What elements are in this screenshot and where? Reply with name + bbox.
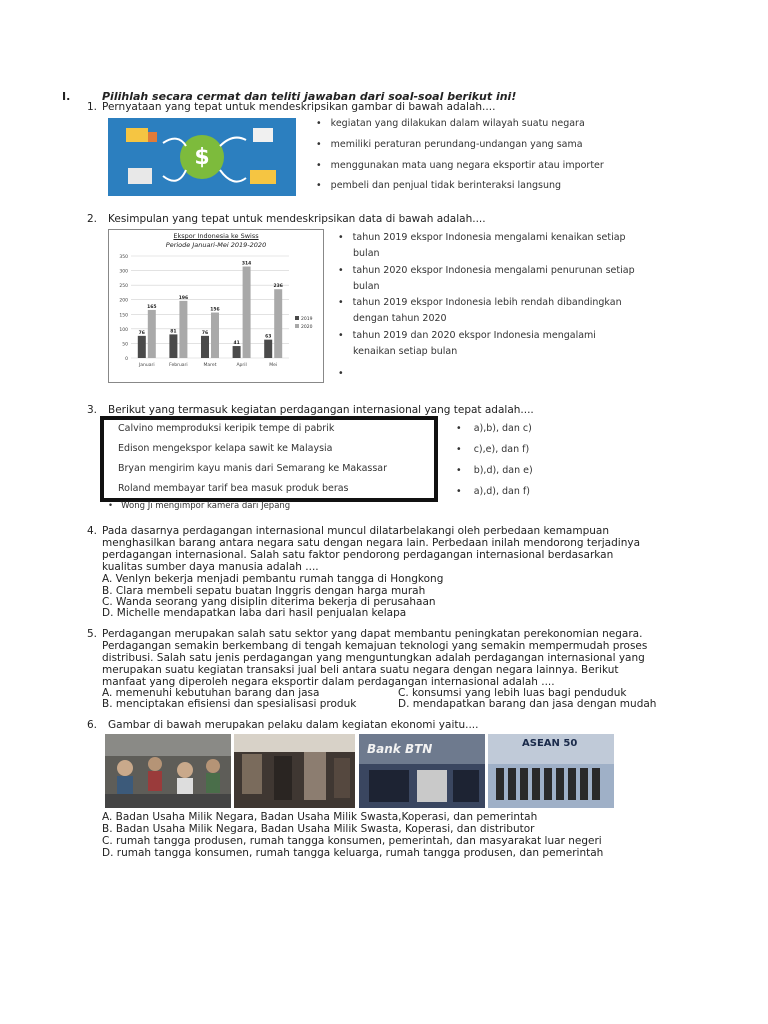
q3-statement-5: • Wong Ji mengimpor kamera dari Jepang <box>108 501 291 511</box>
svg-text:$: $ <box>194 145 210 170</box>
photo-shop-consumers <box>234 734 355 808</box>
q4-line-1: Pada dasarnya perdagangan internasional muncul dilatarbelakangi oleh perbedaan kemampuan <box>102 525 609 537</box>
q3-statement-1: Calvino memproduksi keripik tempe di pabrik <box>118 423 335 434</box>
q6-option-c: C. rumah tangga produsen, rumah tangga konsumen, pemerintah, dan masyarakat luar negeri <box>102 835 602 847</box>
section-number: I. <box>62 90 71 103</box>
q5-option-d: D. mendapatkan barang dan jasa dengan mudah <box>398 698 657 710</box>
q4-line-3: perdagangan internasional. Salah satu faktor pendorong perdagangan internasional berdasarkan <box>102 549 614 561</box>
section-title: Pilihlah secara cermat dan teliti jawaban dari soal-soal berikut ini! <box>102 90 517 103</box>
q5-line-4: merupakan suatu kegiatan transaksi jual beli antara suatu negara dengan negara lainnya. Berikut <box>102 664 619 676</box>
chart-plot <box>109 250 323 380</box>
q4-option-c: C. Wanda seorang yang disiplin diterima bekerja di perusahaan <box>102 596 436 608</box>
chart-xtick-label: April <box>236 363 247 368</box>
q6-option-d: D. rumah tangga konsumen, rumah tangga keluarga, rumah tangga produsen, dan pemerintah <box>102 847 604 859</box>
q6-option-b: B. Badan Usaha Milik Negara, Badan Usaha Milik Swasta, Koperasi, dan distributor <box>102 823 535 835</box>
q3-statement-4: Roland membayar tarif bea masuk produk beras <box>118 483 349 494</box>
chart-ytick-label: 350 <box>119 255 128 260</box>
chart-data-label: 76 <box>201 330 209 336</box>
q4-option-a: A. Venlyn bekerja menjadi pembantu rumah tangga di Hongkong <box>102 573 444 585</box>
chart-ytick-label: 150 <box>119 313 128 319</box>
laptop-icon <box>253 128 273 142</box>
q2-number: 2. <box>87 213 98 225</box>
chart-data-label: 76 <box>138 330 145 336</box>
chart-data-label: 41 <box>233 341 240 347</box>
q2-option-4-line2: kenaikan setiap bulan <box>353 346 458 357</box>
chart-bar-2019 <box>201 336 209 358</box>
chart-legend-swatch <box>295 316 299 320</box>
chart-legend-swatch <box>295 324 299 328</box>
q1-number: 1. <box>87 101 98 113</box>
chart-xtick-label: Januari <box>138 363 155 368</box>
q6-option-a: A. Badan Usaha Milik Negara, Badan Usaha Milik Swasta,Koperasi, dan pemerintah <box>102 811 538 823</box>
q3-text: Berikut yang termasuk kegiatan perdagangan internasional yang tepat adalah.... <box>108 404 534 416</box>
chart-data-label: 196 <box>178 295 189 301</box>
chart-subtitle: Periode Januari-Mei 2019-2020 <box>165 241 267 249</box>
chart-ytick-label: 250 <box>119 284 128 290</box>
q1-option-4: • pembeli dan penjual tidak berinteraksi langsung <box>316 180 562 191</box>
q3-number: 3. <box>87 404 98 416</box>
chart-legend-label: 2019 <box>301 317 313 322</box>
q1-text: Pernyataan yang tepat untuk mendeskripsikan gambar di bawah adalah.... <box>102 101 496 113</box>
q2-option-1-line2: bulan <box>353 248 380 259</box>
truck-icon <box>126 128 148 142</box>
chart-xtick-label: Maret <box>203 363 217 368</box>
ship-icon <box>128 168 152 184</box>
q2-option-3-line2: dengan tahun 2020 <box>353 313 447 324</box>
chart-ytick-label: 100 <box>119 327 128 333</box>
chart-data-label: 63 <box>265 334 272 340</box>
chart-xtick-label: Mei <box>269 363 278 368</box>
q2-option-1-line1: • tahun 2019 ekspor Indonesia mengalami kenaikan setiap <box>338 232 626 243</box>
chart-xtick-label: Februari <box>169 363 188 368</box>
chart-data-label: 236 <box>273 284 283 290</box>
q3-option-3: • b),d), dan e) <box>456 465 533 476</box>
credit-card-icon <box>250 170 276 184</box>
chart-ytick-label: 200 <box>119 298 128 304</box>
photo-factory-workers <box>105 734 231 808</box>
q2-option-4-line1: • tahun 2019 dan 2020 ekspor Indonesia mengalami <box>338 330 596 341</box>
chart-bar-2020 <box>148 310 156 358</box>
export-chart <box>108 229 324 383</box>
q4-option-d: D. Michelle mendapatkan laba dari hasil penjualan kelapa <box>102 607 407 619</box>
q5-line-1: Perdagangan merupakan salah satu sektor yang dapat membantu peningkatan perekonomian negara. <box>102 628 643 640</box>
q5-line-2: Perdagangan semakin berkembang di tengah kemajuan teknologi yang semakin mempermudah proses <box>102 640 648 652</box>
trade-illustration-svg <box>108 118 296 196</box>
q2-extra-bullet: • <box>338 368 344 379</box>
photo-asean-leaders <box>488 734 614 808</box>
chart-data-label: 165 <box>147 304 157 310</box>
q3-statement-3: Bryan mengirim kayu manis dari Semarang ke Makassar <box>118 463 388 474</box>
asean-banner-text: ASEAN 50 <box>522 738 578 749</box>
chart-data-label: 81 <box>170 329 177 335</box>
q6-text: Gambar di bawah merupakan pelaku dalam kegiatan ekonomi yaitu.... <box>108 719 479 731</box>
chart-legend-label: 2020 <box>301 325 313 330</box>
q5-number: 5. <box>87 628 98 640</box>
trade-illustration <box>108 118 296 196</box>
chart-bar-2019 <box>264 340 272 358</box>
q2-option-2-line2: bulan <box>353 281 380 292</box>
q1-option-2: • memiliki peraturan perundang-undangan yang sama <box>316 139 583 150</box>
chart-bar-2019 <box>233 346 241 358</box>
q3-option-2: • c),e), dan f) <box>456 444 530 455</box>
chart-ytick-label: 0 <box>125 357 128 362</box>
q3-statement-2: Edison mengekspor kelapa sawit ke Malaysia <box>118 443 333 454</box>
photo-bank-btn <box>359 734 485 808</box>
q3-option-1: • a),b), dan c) <box>456 423 532 434</box>
q5-line-5: manfaat yang diperoleh negara eksportir dalam perdagangan internasional adalah .... <box>102 676 555 688</box>
chart-title: Ekspor Indonesia ke Swiss <box>173 232 259 240</box>
q5-option-a: A. memenuhi kebutuhan barang dan jasa <box>102 687 320 699</box>
q4-line-2: menghasilkan barang antara negara satu dengan negara lain. Perbedaan inilah mendorong terjadinya <box>102 537 641 549</box>
q5-option-b: B. menciptakan efisiensi dan spesialisasi produk <box>102 698 357 710</box>
q2-option-2-line1: • tahun 2020 ekspor Indonesia mengalami penurunan setiap <box>338 265 635 276</box>
chart-bar-2019 <box>138 336 146 358</box>
chart-ytick-label: 50 <box>122 342 128 348</box>
chart-bar-2020 <box>179 301 187 358</box>
q5-option-c: C. konsumsi yang lebih luas bagi penduduk <box>398 687 627 699</box>
q2-text: Kesimpulan yang tepat untuk mendeskripsikan data di bawah adalah.... <box>108 213 486 225</box>
q1-option-3: • menggunakan mata uang negara eksportir atau importer <box>316 160 604 171</box>
q2-option-3-line1: • tahun 2019 ekspor Indonesia lebih rendah dibandingkan <box>338 297 622 308</box>
chart-bar-2020 <box>211 313 219 358</box>
q5-line-3: distribusi. Salah satu jenis perdagangan yang menguntungkan adalah perdagangan internasional yang <box>102 652 645 664</box>
chart-bar-2019 <box>169 334 177 358</box>
q1-option-1: • kegiatan yang dilakukan dalam wilayah suatu negara <box>316 118 585 129</box>
q4-line-4: kualitas sumber daya manusia adalah .... <box>102 561 319 573</box>
chart-bar-2020 <box>274 289 282 358</box>
q4-option-b: B. Clara membeli sepatu buatan Inggris dengan harga murah <box>102 585 426 597</box>
chart-bar-2020 <box>243 266 251 358</box>
q6-number: 6. <box>87 719 98 731</box>
bank-logo-text: Bank BTN <box>367 742 433 756</box>
chart-data-label: 156 <box>210 307 220 313</box>
q4-number: 4. <box>87 525 98 537</box>
q3-option-4: • a),d), dan f) <box>456 486 530 497</box>
chart-data-label: 314 <box>241 261 252 267</box>
chart-ytick-label: 300 <box>119 269 128 275</box>
